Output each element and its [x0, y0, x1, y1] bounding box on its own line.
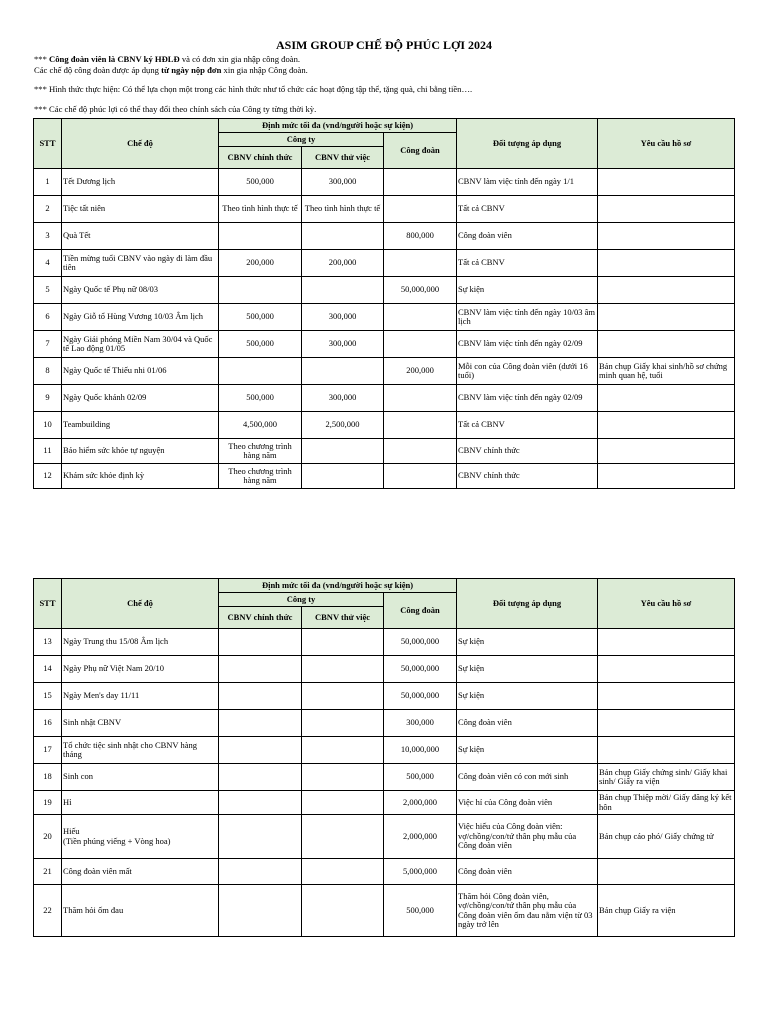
table-row [34, 683, 735, 710]
cell-cong-doan [384, 412, 457, 439]
table-row [34, 859, 735, 885]
table-row [34, 464, 735, 489]
cell-doi-tuong: CBNV làm việc tính đến ngày 02/09 [457, 331, 598, 358]
table-row [34, 737, 735, 764]
cell-yeu-cau [598, 223, 735, 250]
note-prefix: *** [34, 54, 50, 64]
cell-yeu-cau [598, 683, 735, 710]
cell-che-do: Tiệc tất niên [62, 196, 219, 223]
cell-yeu-cau [598, 412, 735, 439]
cell-yeu-cau: Bản chụp cáo phó/ Giấy chứng tử [598, 815, 735, 859]
cell-che-do: Sinh con [62, 764, 219, 791]
cell-chinh-thuc: 500,000 [219, 331, 302, 358]
table-row [34, 412, 735, 439]
cell-thu-viec [302, 710, 384, 737]
header-yeu-cau: Yêu cầu hồ sơ [598, 579, 735, 629]
cell-chinh-thuc [219, 223, 302, 250]
cell-cong-doan: 2,000,000 [384, 815, 457, 859]
cell-chinh-thuc [219, 815, 302, 859]
cell-yeu-cau [598, 304, 735, 331]
cell-thu-viec [302, 859, 384, 885]
cell-cong-doan [384, 304, 457, 331]
cell-chinh-thuc [219, 737, 302, 764]
cell-yeu-cau [598, 859, 735, 885]
cell-cong-doan [384, 464, 457, 489]
cell-thu-viec: 300,000 [302, 169, 384, 196]
cell-cong-doan [384, 250, 457, 277]
header-thu-viec: CBNV thử việc [302, 147, 384, 169]
cell-doi-tuong: Công đoàn viên có con mới sinh [457, 764, 598, 791]
note-bold-text: Công đoàn viên là CBNV ký HĐLĐ [49, 54, 180, 64]
cell-thu-viec [302, 656, 384, 683]
cell-yeu-cau [598, 250, 735, 277]
cell-chinh-thuc: Theo chương trình hàng năm [219, 464, 302, 489]
cell-stt: 6 [34, 304, 62, 331]
cell-che-do: Sinh nhật CBNV [62, 710, 219, 737]
table-row [34, 385, 735, 412]
cell-thu-viec [302, 737, 384, 764]
cell-cong-doan: 50,000,000 [384, 629, 457, 656]
cell-doi-tuong: Công đoàn viên [457, 859, 598, 885]
cell-che-do: Ngày Giải phóng Miền Nam 30/04 và Quốc tế Lao động 01/05 [62, 331, 219, 358]
cell-cong-doan: 10,000,000 [384, 737, 457, 764]
cell-thu-viec [302, 223, 384, 250]
cell-thu-viec [302, 464, 384, 489]
note-implementation: *** Hình thức thực hiện: Có thể lựa chọn một trong các hình thức như tổ chức các hoạt động tập thể, tặng quà, chi bằng tiền…. [34, 84, 473, 94]
document-title: ASIM GROUP CHẾ ĐỘ PHÚC LỢI 2024 [275, 38, 492, 52]
cell-cong-doan: 500,000 [384, 764, 457, 791]
cell-yeu-cau [598, 385, 735, 412]
cell-thu-viec [302, 764, 384, 791]
cell-cong-doan [384, 196, 457, 223]
cell-doi-tuong: CBNV chính thức [457, 439, 598, 464]
cell-che-do: Hiếu (Tiền phúng viếng + Vòng hoa) [62, 815, 219, 859]
benefits-table-2 [33, 578, 735, 937]
header-doi-tuong: Đối tượng áp dụng [457, 119, 598, 169]
cell-stt: 17 [34, 737, 62, 764]
cell-thu-viec: 200,000 [302, 250, 384, 277]
cell-chinh-thuc [219, 683, 302, 710]
table-row [34, 885, 735, 937]
cell-doi-tuong: Việc hỉ của Công đoàn viên [457, 791, 598, 815]
cell-stt: 15 [34, 683, 62, 710]
table-row [34, 196, 735, 223]
cell-cong-doan: 5,000,000 [384, 859, 457, 885]
cell-chinh-thuc: 500,000 [219, 385, 302, 412]
cell-yeu-cau [598, 737, 735, 764]
cell-doi-tuong: Sự kiện [457, 656, 598, 683]
cell-cong-doan: 2,000,000 [384, 791, 457, 815]
cell-che-do: Tiền mừng tuổi CBNV vào ngày đi làm đầu tiên [62, 250, 219, 277]
cell-che-do: Thăm hỏi ốm đau [62, 885, 219, 937]
header-stt: STT [34, 119, 62, 169]
cell-doi-tuong: Sự kiện [457, 683, 598, 710]
cell-stt: 20 [34, 815, 62, 859]
cell-stt: 3 [34, 223, 62, 250]
cell-doi-tuong: Mỗi con của Công đoàn viên (dưới 16 tuổi) [457, 358, 598, 385]
cell-cong-doan: 800,000 [384, 223, 457, 250]
table-row [34, 250, 735, 277]
header-stt: STT [34, 579, 62, 629]
cell-stt: 7 [34, 331, 62, 358]
header-dinh-muc: Định mức tối đa (vnd/người hoặc sự kiện) [219, 579, 457, 593]
header-yeu-cau: Yêu cầu hồ sơ [598, 119, 735, 169]
table-row [34, 331, 735, 358]
cell-doi-tuong: Thăm hỏi Công đoàn viên, vợ/chồng/con/tứ thân phụ mẫu của Công đoàn viên ốm đau nằm viện từ 03 ngày trở lên [457, 885, 598, 937]
cell-thu-viec [302, 277, 384, 304]
cell-yeu-cau [598, 277, 735, 304]
header-che-do: Chế độ [62, 119, 219, 169]
cell-doi-tuong: Tất cả CBNV [457, 250, 598, 277]
cell-che-do: Ngày Trung thu 15/08 Âm lịch [62, 629, 219, 656]
cell-chinh-thuc: 500,000 [219, 169, 302, 196]
cell-doi-tuong: Công đoàn viên [457, 223, 598, 250]
cell-thu-viec [302, 629, 384, 656]
cell-doi-tuong: Sự kiện [457, 629, 598, 656]
cell-chinh-thuc: 500,000 [219, 304, 302, 331]
cell-thu-viec: Theo tình hình thực tế [302, 196, 384, 223]
cell-thu-viec [302, 439, 384, 464]
table-row [34, 815, 735, 859]
cell-stt: 16 [34, 710, 62, 737]
cell-cong-doan [384, 169, 457, 196]
header-cong-ty: Công ty [219, 133, 384, 147]
cell-chinh-thuc: 4,500,000 [219, 412, 302, 439]
cell-che-do: Công đoàn viên mất [62, 859, 219, 885]
table-row [34, 439, 735, 464]
cell-thu-viec: 300,000 [302, 304, 384, 331]
benefits-table-1 [33, 118, 735, 489]
cell-chinh-thuc [219, 277, 302, 304]
cell-chinh-thuc: Theo tình hình thực tế [219, 196, 302, 223]
table-row [34, 791, 735, 815]
cell-cong-doan: 300,000 [384, 710, 457, 737]
cell-doi-tuong: Sự kiện [457, 737, 598, 764]
cell-yeu-cau: Bản chụp Thiệp mời/ Giấy đăng ký kết hôn [598, 791, 735, 815]
cell-stt: 4 [34, 250, 62, 277]
cell-cong-doan: 50,000,000 [384, 656, 457, 683]
cell-che-do: Hỉ [62, 791, 219, 815]
cell-stt: 22 [34, 885, 62, 937]
header-doi-tuong: Đối tượng áp dụng [457, 579, 598, 629]
table-row [34, 223, 735, 250]
cell-doi-tuong: CBNV làm việc tính đến ngày 02/09 [457, 385, 598, 412]
note-apply-date [34, 65, 308, 75]
cell-doi-tuong: Công đoàn viên [457, 710, 598, 737]
cell-stt: 21 [34, 859, 62, 885]
table-row [34, 358, 735, 385]
header-dinh-muc: Định mức tối đa (vnd/người hoặc sự kiện) [219, 119, 457, 133]
cell-stt: 14 [34, 656, 62, 683]
cell-yeu-cau [598, 656, 735, 683]
cell-cong-doan: 50,000,000 [384, 277, 457, 304]
cell-doi-tuong: Sự kiện [457, 277, 598, 304]
cell-doi-tuong: Tất cả CBNV [457, 412, 598, 439]
cell-cong-doan [384, 331, 457, 358]
cell-che-do: Ngày Giỗ tổ Hùng Vương 10/03 Âm lịch [62, 304, 219, 331]
cell-chinh-thuc: Theo chương trình hàng năm [219, 439, 302, 464]
cell-stt: 12 [34, 464, 62, 489]
note-text: Các chế độ công đoàn được áp dụng [34, 65, 162, 75]
cell-yeu-cau [598, 169, 735, 196]
note-union-member [34, 54, 300, 64]
note-policy-change: *** Các chế độ phúc lợi có thể thay đổi theo chính sách của Công ty từng thời kỳ. [34, 104, 317, 114]
cell-stt: 9 [34, 385, 62, 412]
cell-thu-viec [302, 815, 384, 859]
cell-cong-doan [384, 385, 457, 412]
header-cong-doan: Công đoàn [384, 133, 457, 169]
cell-yeu-cau [598, 196, 735, 223]
cell-cong-doan: 500,000 [384, 885, 457, 937]
cell-doi-tuong: CBNV chính thức [457, 464, 598, 489]
cell-stt: 5 [34, 277, 62, 304]
cell-chinh-thuc [219, 859, 302, 885]
cell-che-do: Ngày Men's day 11/11 [62, 683, 219, 710]
cell-thu-viec [302, 885, 384, 937]
cell-doi-tuong: CBNV làm việc tính đến ngày 1/1 [457, 169, 598, 196]
cell-stt: 19 [34, 791, 62, 815]
cell-thu-viec [302, 358, 384, 385]
cell-yeu-cau: Bản chụp Giấy ra viện [598, 885, 735, 937]
table-row [34, 277, 735, 304]
cell-thu-viec: 300,000 [302, 385, 384, 412]
cell-yeu-cau [598, 439, 735, 464]
header-che-do: Chế độ [62, 579, 219, 629]
header-chinh-thuc: CBNV chính thức [219, 147, 302, 169]
cell-stt: 2 [34, 196, 62, 223]
cell-yeu-cau [598, 464, 735, 489]
cell-doi-tuong: Tất cả CBNV [457, 196, 598, 223]
table-row [34, 629, 735, 656]
cell-chinh-thuc [219, 885, 302, 937]
cell-che-do: Tổ chức tiệc sinh nhật cho CBNV hàng tháng [62, 737, 219, 764]
cell-chinh-thuc [219, 358, 302, 385]
cell-stt: 8 [34, 358, 62, 385]
cell-chinh-thuc [219, 629, 302, 656]
cell-chinh-thuc [219, 656, 302, 683]
cell-che-do: Ngày Quốc tế Phụ nữ 08/03 [62, 277, 219, 304]
cell-che-do: Ngày Phụ nữ Việt Nam 20/10 [62, 656, 219, 683]
cell-che-do: Ngày Quốc khánh 02/09 [62, 385, 219, 412]
cell-thu-viec: 2,500,000 [302, 412, 384, 439]
cell-stt: 13 [34, 629, 62, 656]
header-cong-ty: Công ty [219, 593, 384, 607]
table-row [34, 304, 735, 331]
note-bold-text: từ ngày nộp đơn [161, 65, 222, 75]
cell-cong-doan: 50,000,000 [384, 683, 457, 710]
note-text: xin gia nhập Công đoàn. [221, 65, 308, 75]
cell-yeu-cau [598, 710, 735, 737]
header-thu-viec: CBNV thử việc [302, 607, 384, 629]
cell-chinh-thuc: 200,000 [219, 250, 302, 277]
cell-yeu-cau [598, 331, 735, 358]
cell-yeu-cau [598, 629, 735, 656]
cell-doi-tuong: Việc hiếu của Công đoàn viên: vợ/chồng/con/tứ thân phụ mẫu của Công đoàn viên [457, 815, 598, 859]
cell-che-do: Tết Dương lịch [62, 169, 219, 196]
cell-che-do: Khám sức khỏe định kỳ [62, 464, 219, 489]
cell-thu-viec: 300,000 [302, 331, 384, 358]
cell-stt: 10 [34, 412, 62, 439]
cell-doi-tuong: CBNV làm việc tính đến ngày 10/03 âm lịch [457, 304, 598, 331]
header-cong-doan: Công đoàn [384, 593, 457, 629]
cell-stt: 18 [34, 764, 62, 791]
cell-thu-viec [302, 791, 384, 815]
cell-chinh-thuc [219, 764, 302, 791]
cell-che-do: Quà Tết [62, 223, 219, 250]
cell-che-do: Bảo hiểm sức khỏe tự nguyện [62, 439, 219, 464]
cell-stt: 1 [34, 169, 62, 196]
cell-yeu-cau: Bản chụp Giấy khai sinh/hồ sơ chứng minh quan hệ, tuổi [598, 358, 735, 385]
cell-chinh-thuc [219, 791, 302, 815]
cell-yeu-cau: Bản chụp Giấy chứng sinh/ Giấy khai sinh/ Giấy ra viện [598, 764, 735, 791]
cell-stt: 11 [34, 439, 62, 464]
cell-che-do: Teambuilding [62, 412, 219, 439]
cell-thu-viec [302, 683, 384, 710]
header-chinh-thuc: CBNV chính thức [219, 607, 302, 629]
cell-chinh-thuc [219, 710, 302, 737]
note-text: và có đơn xin gia nhập công đoàn. [179, 54, 301, 64]
table-row [34, 764, 735, 791]
cell-che-do: Ngày Quốc tế Thiếu nhi 01/06 [62, 358, 219, 385]
table-row [34, 169, 735, 196]
table-row [34, 656, 735, 683]
cell-cong-doan: 200,000 [384, 358, 457, 385]
cell-cong-doan [384, 439, 457, 464]
table-row [34, 710, 735, 737]
